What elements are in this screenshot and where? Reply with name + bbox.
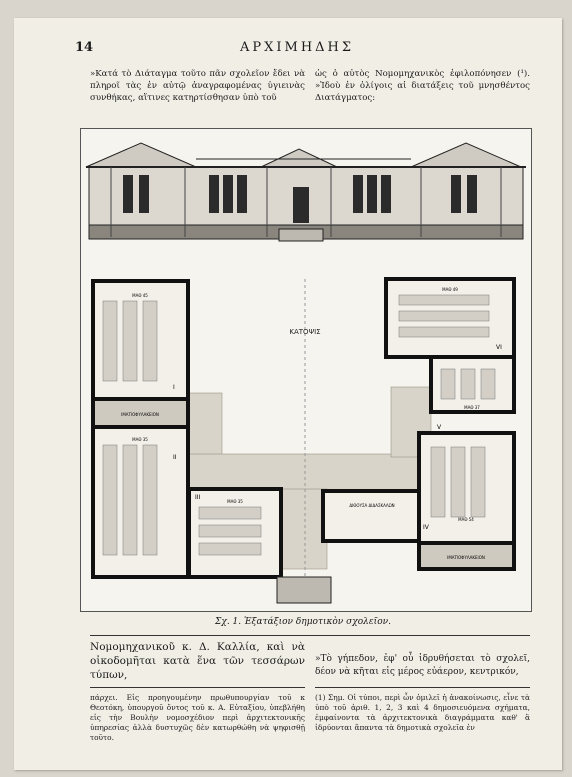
room-label: ΜΑΘ 35 — [132, 437, 148, 442]
running-head: ΑΡΧΙΜΗΔΗΣ — [240, 40, 355, 55]
page-number: 14 — [75, 40, 94, 55]
caption-divider — [90, 635, 530, 636]
cloakroom-label: ΙΜΑΤΙΟΦΥΛΑΚΕΙΟΝ — [447, 555, 485, 560]
footnote-rule-left — [90, 687, 305, 688]
room-label: ΜΑΘ 37 — [464, 405, 480, 410]
top-right-paragraph: ὡς ὁ αὐτὸς Νομομηχανικὸς ἐφιλοπόνησεν (¹). »Ἰδοὺ ἐν ὀλίγοις αἱ διατάξεις τοῦ μνησθέντος Διατάγματος: — [315, 69, 530, 103]
footnote-rule-right — [315, 687, 530, 688]
cloakroom-label: ΙΜΑΤΙΟΦΥΛΑΚΕΙΟΝ — [121, 412, 159, 417]
bottom-right-paragraph: »Τὸ γήπεδον, ἐφ' οὗ ἱδρυθήσεται τὸ σχολεῖ, δέον νὰ κῆται εἰς μέρος εὐάερον, κεντρικόν, — [315, 654, 530, 677]
top-left-paragraph: »Κατά τὸ Διάταγμα τοῦτο πᾶν σχολεῖον ἔδει νὰ πληροῖ τὰς ἐν αὐτῷ ἀναγραφομένας ὑγιεινὰς συνθήκας, αἵτινες κατηρτίσθησαν ὑπὸ τοῦ — [90, 69, 305, 103]
floor-plan — [93, 279, 514, 603]
teachers-room-label: ΔΙΘΟΥΣΑ ΔΙΔΑΣΚΑΛΩΝ — [349, 503, 395, 508]
room-label: ΜΑΘ 45 — [132, 293, 148, 298]
elevation-drawing — [86, 143, 526, 241]
room-label: ΜΑΘ 49 — [442, 287, 458, 292]
school-elevation-and-plan — [81, 129, 531, 611]
footnote-right: (1) Σημ. Οἱ τύποι, περὶ ὧν ὁμιλεῖ ἡ ἀνακοίνωσις, εἶνε τὰ ὑπὸ τοῦ ἀριθ. 1, 2, 3 καὶ 4 δημοσιευόμενα σχήματα, ἐμφαίνοντα τὰ ἀρχιτεκτονικὰ διαγράμματα καθ' ἃ ἱδρύονται ἅπαντα τὰ δημοτικὰ σχολεῖα ἐν — [315, 693, 530, 732]
footnote-left: πάρχει. Εἰς προηγουμένην πρωθυπουργίαν τοῦ κ Θεοτόκη, ὑπουργοῦ ὄντος τοῦ κ. Α. Εὐταξίου, ὑπεβλήθη εἰς τὴν Βουλὴν νομοσχέδιον περὶ ἀρχιτεκτονικῆς ὑπηρεσίας ἀλλὰ δυστυχῶς δὲν κατωρθώθη νὰ ψηφισθῇ τοῦτο. — [90, 693, 305, 742]
room-numeral: I — [173, 384, 175, 391]
room-label: ΜΑΘ 35 — [227, 499, 243, 504]
room-numeral: V — [437, 424, 442, 431]
courtyard-label: ΚΑΤΟΨΙΣ — [289, 328, 321, 336]
room-numeral: III — [195, 494, 201, 501]
bottom-left-paragraph: Νομομηχανικοῦ κ. Δ. Καλλία, καὶ νὰ οἰκοδομῆται κατὰ ἕνα τῶν τεσσάρων τύπων, — [90, 641, 305, 681]
school-plan-figure — [80, 128, 532, 612]
room-numeral: II — [173, 454, 177, 461]
room-label: ΜΑΘ 54 — [458, 517, 474, 522]
room-numeral: VI — [496, 344, 502, 351]
figure-caption: Σχ. 1. Ἑξατάξιον δημοτικὸν σχολεῖον. — [215, 617, 391, 627]
room-numeral: IV — [423, 524, 429, 531]
